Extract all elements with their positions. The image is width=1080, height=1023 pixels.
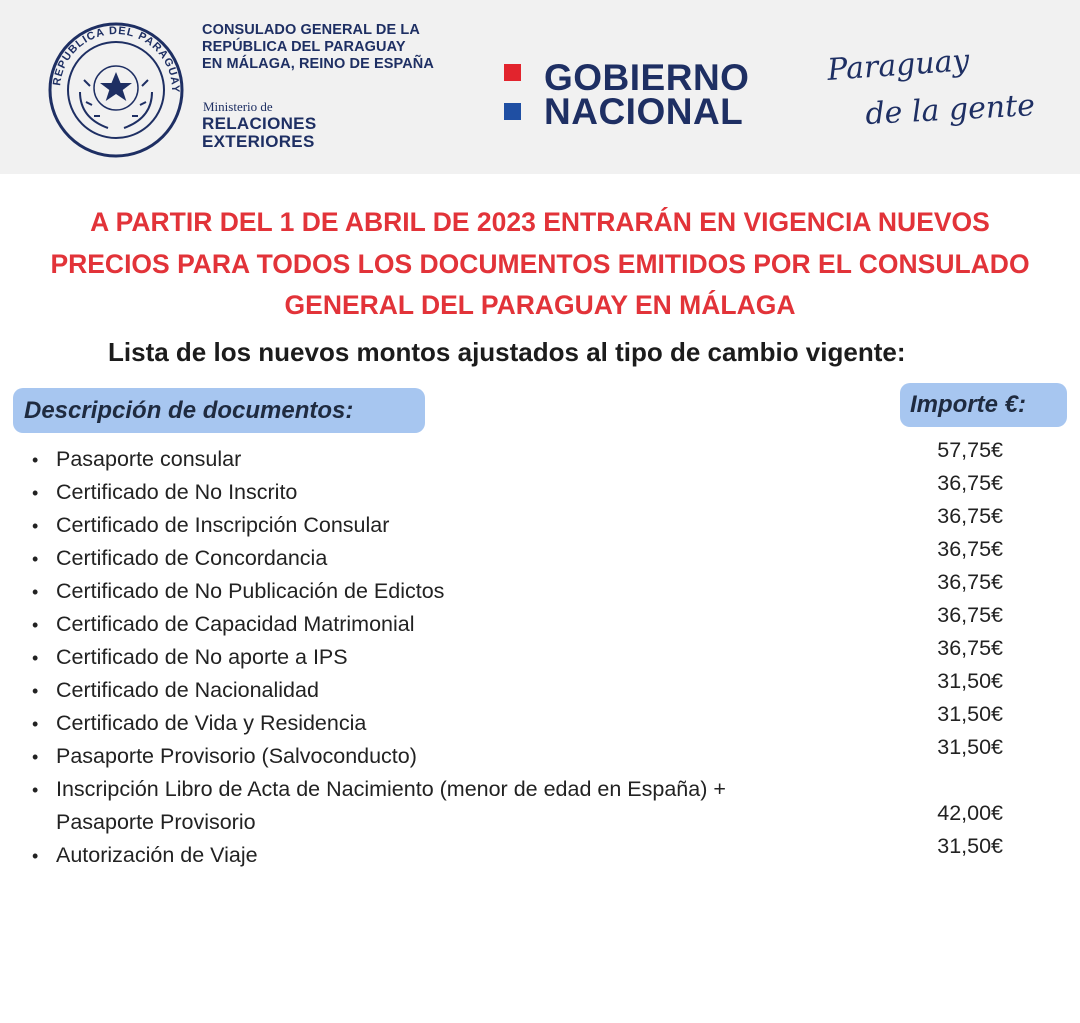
bullet-icon: • <box>32 450 39 470</box>
document-name: Pasaporte consular <box>56 447 242 471</box>
headline-line: PRECIOS PARA TODOS LOS DOCUMENTOS EMITIDOS POR EL CONSULADO <box>50 248 1030 279</box>
ministerio-line: RELACIONES <box>202 114 317 133</box>
document-name-line2: Pasaporte Provisorio <box>56 810 256 834</box>
consulado-line: EN MÁLAGA, REINO DE ESPAÑA <box>202 56 434 72</box>
document-price: 31,50€ <box>937 735 1003 759</box>
ministerio-label: Ministerio de <box>203 99 273 114</box>
document-price: 42,00€ <box>937 801 1003 825</box>
consulado-line: CONSULADO GENERAL DE LA <box>202 22 420 38</box>
document-name: Inscripción Libro de Acta de Nacimiento (menor de edad en España) + <box>56 777 726 801</box>
ministerio-line: EXTERIORES <box>202 132 315 151</box>
description-header: Descripción de documentos: <box>24 397 354 424</box>
document-price: 36,75€ <box>937 636 1003 660</box>
document-name: Certificado de Concordancia <box>56 546 328 570</box>
svg-text:Paraguay: Paraguay <box>826 43 971 88</box>
document-name: Certificado de No aporte a IPS <box>56 645 348 669</box>
consulado-line: REPÚBLICA DEL PARAGUAY <box>202 39 406 55</box>
bullet-icon: • <box>32 516 39 536</box>
document-price: 57,75€ <box>937 438 1003 462</box>
bullet-icon: • <box>32 615 39 635</box>
bullet-icon: • <box>32 780 39 800</box>
gobierno-line: GOBIERNO <box>544 57 750 98</box>
document-price: 36,75€ <box>937 603 1003 627</box>
price-header: Importe €: <box>910 391 1027 418</box>
document-price: 36,75€ <box>937 471 1003 495</box>
document-price: 31,50€ <box>937 834 1003 858</box>
bullet-icon: • <box>32 681 39 701</box>
document-name: Certificado de No Inscrito <box>56 480 298 504</box>
document-name: Certificado de Inscripción Consular <box>56 513 390 537</box>
svg-text:de la gente: de la gente <box>864 88 1036 132</box>
bullet-icon: • <box>32 648 39 668</box>
document-name: Certificado de Capacidad Matrimonial <box>56 612 415 636</box>
bullet-icon: • <box>32 483 39 503</box>
bullet-icon: • <box>32 714 39 734</box>
bullet-icon: • <box>32 846 39 866</box>
bullet-icon: • <box>32 747 39 767</box>
document-price: 36,75€ <box>937 570 1003 594</box>
list-subtitle: Lista de los nuevos montos ajustados al tipo de cambio vigente: <box>108 337 906 367</box>
document-name: Autorización de Viaje <box>56 843 258 867</box>
document-name: Certificado de Nacionalidad <box>56 678 319 702</box>
document-price: 36,75€ <box>937 537 1003 561</box>
document-name: Certificado de No Publicación de Edictos <box>56 579 445 603</box>
bullet-icon: • <box>32 582 39 602</box>
bullet-icon: • <box>32 549 39 569</box>
document-name: Certificado de Vida y Residencia <box>56 711 367 735</box>
seal-text: REPUBLICA DEL PARAGUAY <box>51 24 182 94</box>
headline-line: A PARTIR DEL 1 DE ABRIL DE 2023 ENTRARÁN EN VIGENCIA NUEVOS <box>90 207 990 237</box>
document-price: 36,75€ <box>937 504 1003 528</box>
headline-line: GENERAL DEL PARAGUAY EN MÁLAGA <box>284 290 796 320</box>
document-price: 31,50€ <box>937 669 1003 693</box>
gobierno-line: NACIONAL <box>544 91 744 132</box>
document-price: 31,50€ <box>937 702 1003 726</box>
document-name: Pasaporte Provisorio (Salvoconducto) <box>56 744 417 768</box>
